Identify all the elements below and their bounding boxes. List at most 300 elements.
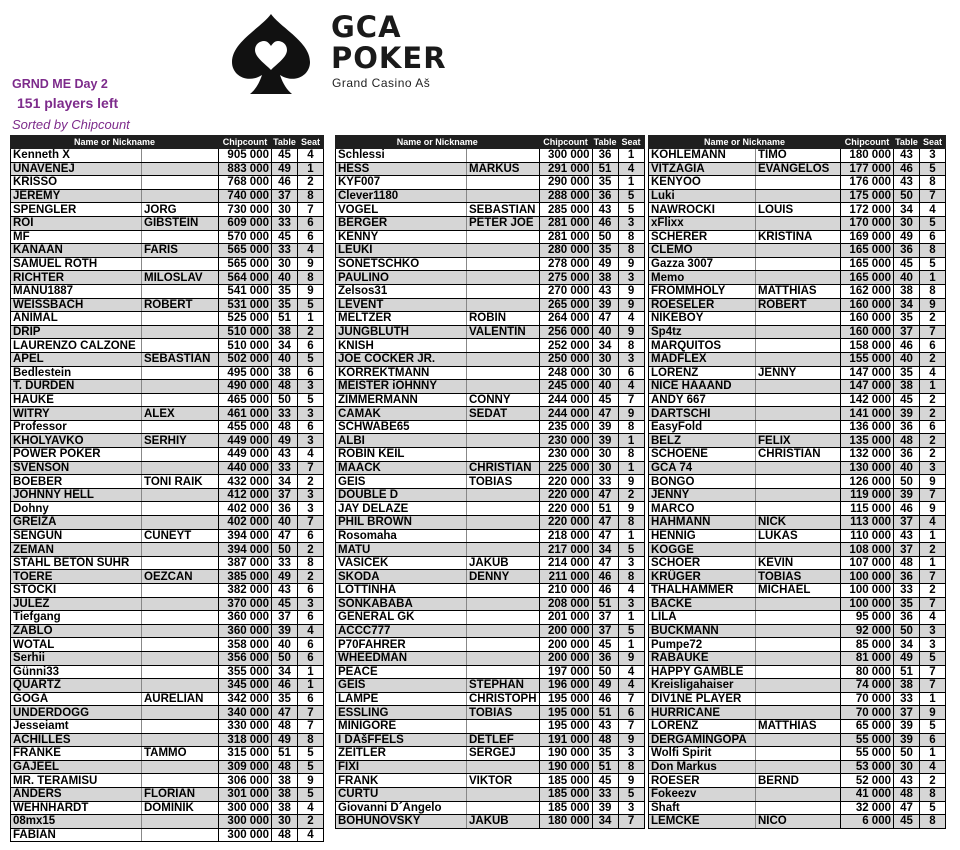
table-row: [336, 584, 645, 598]
chipcount-value: 100 000: [841, 584, 894, 598]
table-number: 51: [894, 665, 920, 679]
chipcount-value: 169 000: [841, 230, 894, 244]
player-first-name: NICK: [756, 516, 841, 530]
table-number: 34: [272, 665, 298, 679]
seat-number: 3: [618, 556, 644, 570]
player-first-name: GIBSTEIN: [142, 216, 219, 230]
seat-number: 2: [920, 312, 946, 326]
table-number: 45: [272, 597, 298, 611]
player-name: xFlixx: [649, 216, 756, 230]
seat-number: 7: [618, 692, 644, 706]
chipcount-value: 113 000: [841, 516, 894, 530]
table-row: [11, 529, 324, 543]
chipcount-value: 394 000: [219, 529, 272, 543]
column-header-name: Name or Nickname: [11, 136, 219, 149]
chipcount-value: 564 000: [219, 271, 272, 285]
seat-number: 3: [298, 502, 324, 516]
player-name: SVENSON: [11, 461, 142, 475]
player-first-name: JAKUB: [467, 815, 540, 829]
chipcount-value: 455 000: [219, 420, 272, 434]
seat-number: 7: [618, 815, 644, 829]
player-first-name: [467, 787, 540, 801]
table-row: [11, 434, 324, 448]
chipcount-value: 80 000: [841, 665, 894, 679]
table-number: 48: [592, 733, 618, 747]
player-first-name: [142, 257, 219, 271]
player-first-name: [467, 434, 540, 448]
chipcount-value: 565 000: [219, 257, 272, 271]
chipcount-value: 185 000: [539, 787, 592, 801]
player-first-name: [142, 502, 219, 516]
player-name: KENYOO: [649, 176, 756, 190]
spade-heart-icon: [228, 12, 314, 96]
seat-number: 4: [920, 760, 946, 774]
table-row: [336, 366, 645, 380]
player-first-name: [756, 543, 841, 557]
table-number: 37: [592, 611, 618, 625]
player-first-name: FLORIAN: [142, 787, 219, 801]
table-row: [336, 162, 645, 176]
player-first-name: [142, 815, 219, 829]
table-row: [336, 774, 645, 788]
table-number: 39: [272, 624, 298, 638]
player-first-name: [756, 475, 841, 489]
table-number: 34: [592, 815, 618, 829]
player-first-name: [756, 257, 841, 271]
player-first-name: DENNY: [467, 570, 540, 584]
seat-number: 9: [618, 257, 644, 271]
chipcount-value: 541 000: [219, 284, 272, 298]
player-name: SCHOER: [649, 556, 756, 570]
table-number: 50: [894, 624, 920, 638]
player-name: HAHMANN: [649, 516, 756, 530]
chipcount-value: 244 000: [539, 393, 592, 407]
table-number: 50: [272, 393, 298, 407]
player-first-name: [467, 189, 540, 203]
seat-number: 2: [618, 488, 644, 502]
seat-number: 1: [618, 176, 644, 190]
chipcount-value: 495 000: [219, 366, 272, 380]
player-first-name: [142, 651, 219, 665]
chipcount-value: 55 000: [841, 733, 894, 747]
player-first-name: BERND: [756, 774, 841, 788]
player-name: FIXI: [336, 760, 467, 774]
table-row: [11, 733, 324, 747]
table-row: [11, 393, 324, 407]
table-row: [336, 638, 645, 652]
player-first-name: [756, 787, 841, 801]
table-row: [336, 352, 645, 366]
player-first-name: CONNY: [467, 393, 540, 407]
seat-number: 5: [920, 257, 946, 271]
table-row: [336, 298, 645, 312]
table-number: 33: [272, 556, 298, 570]
table-row: [336, 760, 645, 774]
player-name: LEVENT: [336, 298, 467, 312]
player-name: WHEEDMAN: [336, 651, 467, 665]
player-first-name: [142, 679, 219, 693]
table-row: [11, 570, 324, 584]
player-first-name: [467, 230, 540, 244]
table-number: 51: [592, 162, 618, 176]
seat-number: 3: [298, 407, 324, 421]
table-number: 37: [894, 325, 920, 339]
table-number: 45: [894, 815, 920, 829]
table-number: 30: [272, 815, 298, 829]
player-first-name: [467, 298, 540, 312]
seat-number: 1: [298, 162, 324, 176]
player-first-name: [756, 706, 841, 720]
seat-number: 5: [298, 352, 324, 366]
seat-number: 9: [920, 706, 946, 720]
player-first-name: TOBIAS: [756, 570, 841, 584]
table-number: 35: [592, 176, 618, 190]
table-row: [11, 584, 324, 598]
table-row: [336, 244, 645, 258]
player-first-name: [756, 312, 841, 326]
seat-number: 7: [920, 679, 946, 693]
seat-number: 5: [920, 162, 946, 176]
table-number: 36: [894, 244, 920, 258]
table-number: 46: [894, 162, 920, 176]
table-row: [649, 448, 946, 462]
table-number: 48: [894, 556, 920, 570]
table-number: 46: [592, 216, 618, 230]
player-name: LEUKI: [336, 244, 467, 258]
player-first-name: [142, 733, 219, 747]
seat-number: 5: [920, 651, 946, 665]
chipcount-value: 275 000: [539, 271, 592, 285]
table-number: 40: [272, 638, 298, 652]
table-row: [649, 624, 946, 638]
table-number: 35: [272, 298, 298, 312]
table-row: [11, 556, 324, 570]
chipcount-value: 730 000: [219, 203, 272, 217]
player-name: DIV1NE PLAYER: [649, 692, 756, 706]
chipcount-value: 281 000: [539, 230, 592, 244]
player-name: Rosomaha: [336, 529, 467, 543]
table-number: 39: [894, 733, 920, 747]
player-name: SENGUN: [11, 529, 142, 543]
player-name: KRISSO: [11, 176, 142, 190]
chipcount-value: 155 000: [841, 352, 894, 366]
player-name: ZEMAN: [11, 543, 142, 557]
player-name: SCHWABE65: [336, 420, 467, 434]
table-number: 47: [272, 706, 298, 720]
chipcount-value: 270 000: [539, 284, 592, 298]
table-row: [649, 584, 946, 598]
table-row: [649, 339, 946, 353]
player-first-name: ROBERT: [756, 298, 841, 312]
table-number: 47: [592, 516, 618, 530]
table-row: [336, 706, 645, 720]
player-first-name: [756, 352, 841, 366]
chipcount-value: 387 000: [219, 556, 272, 570]
table-number: 45: [592, 638, 618, 652]
table-row: [336, 733, 645, 747]
player-first-name: PETER JOE: [467, 216, 540, 230]
table-row: [11, 801, 324, 815]
table-row: [11, 448, 324, 462]
table-row: [649, 257, 946, 271]
table-row: [11, 597, 324, 611]
player-first-name: [467, 543, 540, 557]
player-first-name: EVANGELOS: [756, 162, 841, 176]
table-number: 49: [894, 230, 920, 244]
chipcount-value: 290 000: [539, 176, 592, 190]
table-number: 40: [894, 461, 920, 475]
player-first-name: [142, 461, 219, 475]
table-number: 40: [272, 516, 298, 530]
seat-number: 9: [298, 774, 324, 788]
seat-number: 9: [618, 502, 644, 516]
seat-number: 7: [920, 488, 946, 502]
table-row: [11, 244, 324, 258]
chipcount-value: 200 000: [539, 638, 592, 652]
seat-number: 5: [298, 760, 324, 774]
player-name: KANAAN: [11, 244, 142, 258]
seat-number: 8: [298, 556, 324, 570]
player-name: LAURENZO CALZONE: [11, 339, 142, 353]
chipcount-value: 147 000: [841, 366, 894, 380]
table-row: [649, 352, 946, 366]
player-first-name: [467, 284, 540, 298]
table-number: 33: [272, 461, 298, 475]
seat-number: 3: [618, 216, 644, 230]
table-number: 36: [894, 611, 920, 625]
seat-number: 3: [920, 461, 946, 475]
chipcount-value: 370 000: [219, 597, 272, 611]
player-name: QUARTZ: [11, 679, 142, 693]
player-name: KNISH: [336, 339, 467, 353]
seat-number: 5: [618, 787, 644, 801]
table-row: [11, 407, 324, 421]
chipcount-value: 41 000: [841, 787, 894, 801]
column-header-table: Table: [273, 137, 296, 147]
player-first-name: [756, 325, 841, 339]
seat-number: 5: [618, 203, 644, 217]
seat-number: 3: [298, 434, 324, 448]
chipcount-value: 570 000: [219, 230, 272, 244]
chipcount-value: 108 000: [841, 543, 894, 557]
table-number: 33: [894, 584, 920, 598]
chipcount-value: 531 000: [219, 298, 272, 312]
table-row: [336, 801, 645, 815]
player-name: BUCKMANN: [649, 624, 756, 638]
player-name: FABIAN: [11, 828, 142, 842]
player-name: GAJEEL: [11, 760, 142, 774]
chipcount-value: 81 000: [841, 651, 894, 665]
table-number: 39: [894, 719, 920, 733]
chipcount-value: 330 000: [219, 719, 272, 733]
table-row: [11, 461, 324, 475]
player-first-name: [756, 638, 841, 652]
player-name: SONETSCHKO: [336, 257, 467, 271]
player-first-name: MILOSLAV: [142, 271, 219, 285]
table-number: 39: [592, 434, 618, 448]
table-number: 37: [592, 624, 618, 638]
table-row: [336, 787, 645, 801]
table-number: 43: [894, 529, 920, 543]
seat-number: 2: [920, 774, 946, 788]
chipcount-value: 208 000: [539, 597, 592, 611]
player-first-name: TOBIAS: [467, 706, 540, 720]
player-name: Luki: [649, 189, 756, 203]
chipcount-value: 740 000: [219, 189, 272, 203]
table-row: [649, 162, 946, 176]
player-name: MARQUITOS: [649, 339, 756, 353]
player-first-name: [142, 706, 219, 720]
seat-number: 2: [920, 393, 946, 407]
table-row: [649, 679, 946, 693]
seat-number: 7: [298, 706, 324, 720]
player-first-name: [142, 828, 219, 842]
column-header-table: Table: [895, 137, 918, 147]
player-first-name: [467, 176, 540, 190]
seat-number: 7: [920, 597, 946, 611]
player-name: Dohny: [11, 502, 142, 516]
table-row: [649, 611, 946, 625]
table-row: [336, 257, 645, 271]
chipcount-value: 461 000: [219, 407, 272, 421]
seat-number: 5: [920, 801, 946, 815]
seat-number: 4: [920, 366, 946, 380]
table-row: [11, 230, 324, 244]
player-name: WOTAL: [11, 638, 142, 652]
chipcount-value: 502 000: [219, 352, 272, 366]
table-row: [11, 284, 324, 298]
table-number: 35: [894, 597, 920, 611]
gca-poker-logo: [228, 12, 468, 96]
table-row: [336, 747, 645, 761]
table-row: [336, 230, 645, 244]
table-number: 45: [272, 149, 298, 163]
chipcount-value: 218 000: [539, 529, 592, 543]
seat-number: 8: [298, 189, 324, 203]
table-row: [649, 815, 946, 829]
player-name: THALHAMMER: [649, 584, 756, 598]
chipcount-value: 74 000: [841, 679, 894, 693]
chipcount-value: 281 000: [539, 216, 592, 230]
player-first-name: [756, 216, 841, 230]
chipcount-value: 100 000: [841, 597, 894, 611]
table-number: 51: [592, 760, 618, 774]
player-name: PEACE: [336, 665, 467, 679]
player-name: ROBIN KEIL: [336, 448, 467, 462]
seat-number: 4: [920, 203, 946, 217]
column-header-chipcount: Chipcount: [841, 136, 894, 149]
chipcount-value: 172 000: [841, 203, 894, 217]
table-number: 38: [272, 801, 298, 815]
table-number: 45: [272, 230, 298, 244]
table-row: [649, 570, 946, 584]
chipcount-value: 340 000: [219, 706, 272, 720]
player-name: HAPPY GAMBLE: [649, 665, 756, 679]
table-number: 49: [272, 570, 298, 584]
chipcount-value: 200 000: [539, 624, 592, 638]
player-first-name: ALEX: [142, 407, 219, 421]
player-first-name: [467, 638, 540, 652]
player-name: SCHERER: [649, 230, 756, 244]
player-first-name: [142, 556, 219, 570]
seat-number: 9: [618, 733, 644, 747]
table-row: [11, 543, 324, 557]
player-name: HESS: [336, 162, 467, 176]
chipcount-value: 883 000: [219, 162, 272, 176]
table-number: 34: [894, 298, 920, 312]
chipcount-value: 162 000: [841, 284, 894, 298]
table-row: [11, 502, 324, 516]
player-name: TOERE: [11, 570, 142, 584]
player-first-name: [756, 679, 841, 693]
table-number: 30: [592, 352, 618, 366]
table-row: [336, 284, 645, 298]
player-first-name: [756, 189, 841, 203]
table-number: 35: [272, 284, 298, 298]
chipcount-value: 300 000: [219, 801, 272, 815]
table-number: 35: [894, 366, 920, 380]
player-first-name: [467, 244, 540, 258]
player-first-name: [142, 516, 219, 530]
seat-number: 1: [298, 312, 324, 326]
table-row: [11, 162, 324, 176]
table-number: 51: [592, 597, 618, 611]
player-name: I DÅšFFELS: [336, 733, 467, 747]
table-number: 50: [592, 230, 618, 244]
player-name: HURRICANE: [649, 706, 756, 720]
table-number: 48: [272, 760, 298, 774]
seat-number: 5: [618, 624, 644, 638]
seat-number: 5: [298, 298, 324, 312]
seat-number: 8: [618, 570, 644, 584]
chipcount-value: 175 000: [841, 189, 894, 203]
player-first-name: CHRISTIAN: [756, 448, 841, 462]
table-row: [649, 543, 946, 557]
chipcount-value: 440 000: [219, 461, 272, 475]
table-number: 46: [592, 692, 618, 706]
table-row: [649, 407, 946, 421]
player-first-name: [142, 665, 219, 679]
chipcount-value: 107 000: [841, 556, 894, 570]
seat-number: 1: [298, 665, 324, 679]
player-first-name: [756, 733, 841, 747]
player-first-name: JORG: [142, 203, 219, 217]
seat-number: 7: [618, 719, 644, 733]
player-first-name: [756, 461, 841, 475]
chipcount-value: 65 000: [841, 719, 894, 733]
chipcount-value: 165 000: [841, 271, 894, 285]
seat-number: 8: [618, 230, 644, 244]
chipcount-value: 465 000: [219, 393, 272, 407]
table-number: 30: [272, 257, 298, 271]
table-number: 48: [272, 719, 298, 733]
table-number: 35: [272, 692, 298, 706]
table-number: 39: [894, 407, 920, 421]
table-header-row: [336, 136, 645, 149]
player-name: BACKE: [649, 597, 756, 611]
seat-number: 4: [618, 162, 644, 176]
chipcount-value: 142 000: [841, 393, 894, 407]
player-name: ZABLO: [11, 624, 142, 638]
seat-number: 7: [920, 570, 946, 584]
seat-number: 8: [920, 787, 946, 801]
player-first-name: [756, 611, 841, 625]
chipcount-value: 119 000: [841, 488, 894, 502]
table-row: [649, 271, 946, 285]
chipcount-value: 160 000: [841, 312, 894, 326]
table-number: 36: [272, 502, 298, 516]
table-number: 46: [272, 679, 298, 693]
